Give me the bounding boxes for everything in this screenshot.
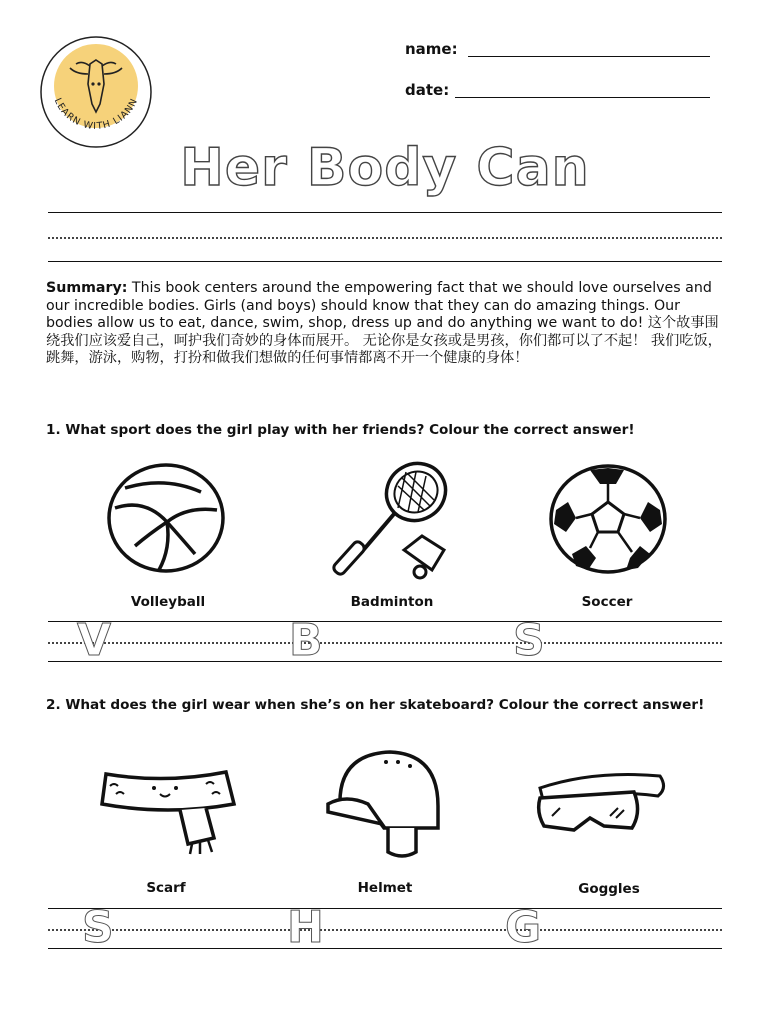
date-label: date:	[405, 81, 450, 99]
option-label-scarf: Scarf	[146, 880, 186, 896]
deer-logo-icon	[38, 34, 154, 150]
trace-line-top	[48, 621, 722, 622]
name-field[interactable]	[468, 56, 710, 57]
trace-line-top	[48, 908, 722, 909]
option-label-soccer: Soccer	[581, 594, 633, 610]
helmet-icon[interactable]	[326, 748, 444, 860]
summary-label: Summary:	[46, 280, 128, 296]
logo	[38, 34, 154, 150]
soccer-ball-icon[interactable]	[546, 462, 670, 576]
option-label-goggles: Goggles	[578, 881, 640, 897]
trace-line-bottom	[48, 948, 722, 949]
question-1: 1. What sport does the girl play with her friends? Colour the correct answer!	[46, 422, 635, 438]
question-2: 2. What does the girl wear when she’s on her skateboard? Colour the correct answer!	[46, 697, 705, 713]
summary-english: This book centers around the empowering fact that we should love ourselves and our incredible bodies. Girls (and boys) should know that they can do amazing things. Our bodies allow us to eat, dance, swim, shop, dress up and do anything we want to do!	[46, 280, 712, 331]
trace-letter[interactable]: S	[513, 615, 545, 666]
trace-letter[interactable]: V	[77, 615, 112, 666]
trace-letter[interactable]: G	[505, 902, 542, 953]
goggles-icon[interactable]	[534, 768, 668, 838]
volleyball-icon[interactable]	[105, 462, 227, 574]
writing-line-top	[48, 212, 722, 213]
option-label-helmet: Helmet	[357, 880, 413, 896]
trace-letter[interactable]: H	[287, 902, 324, 953]
trace-line-bottom	[48, 661, 722, 662]
date-field[interactable]	[455, 97, 710, 98]
scarf-icon[interactable]	[96, 764, 238, 856]
summary	[46, 280, 726, 368]
name-label: name:	[405, 40, 458, 58]
trace-letter[interactable]: B	[289, 615, 323, 666]
trace-line-mid	[48, 642, 722, 644]
writing-line-bottom	[48, 261, 722, 262]
writing-line-mid	[48, 237, 722, 239]
option-label-volleyball: Volleyball	[130, 594, 206, 610]
summary-chinese: 这个故事围绕我们应该爱自己，呵护我们奇妙的身体而展开。 无论你是女孩或是男孩，你们都可以了不起！ 我们吃饭，跳舞，游泳，购物，打扮和做我们想做的任何事情都离不开一个健康的身体！	[46, 315, 722, 366]
trace-letter[interactable]: S	[82, 902, 114, 953]
page-title: Her Body Can	[180, 138, 590, 198]
option-label-badminton: Badminton	[350, 594, 434, 610]
logo-text: LEARN WITH LIANN	[51, 96, 141, 133]
trace-line-mid	[48, 929, 722, 931]
badminton-icon[interactable]	[322, 458, 454, 580]
